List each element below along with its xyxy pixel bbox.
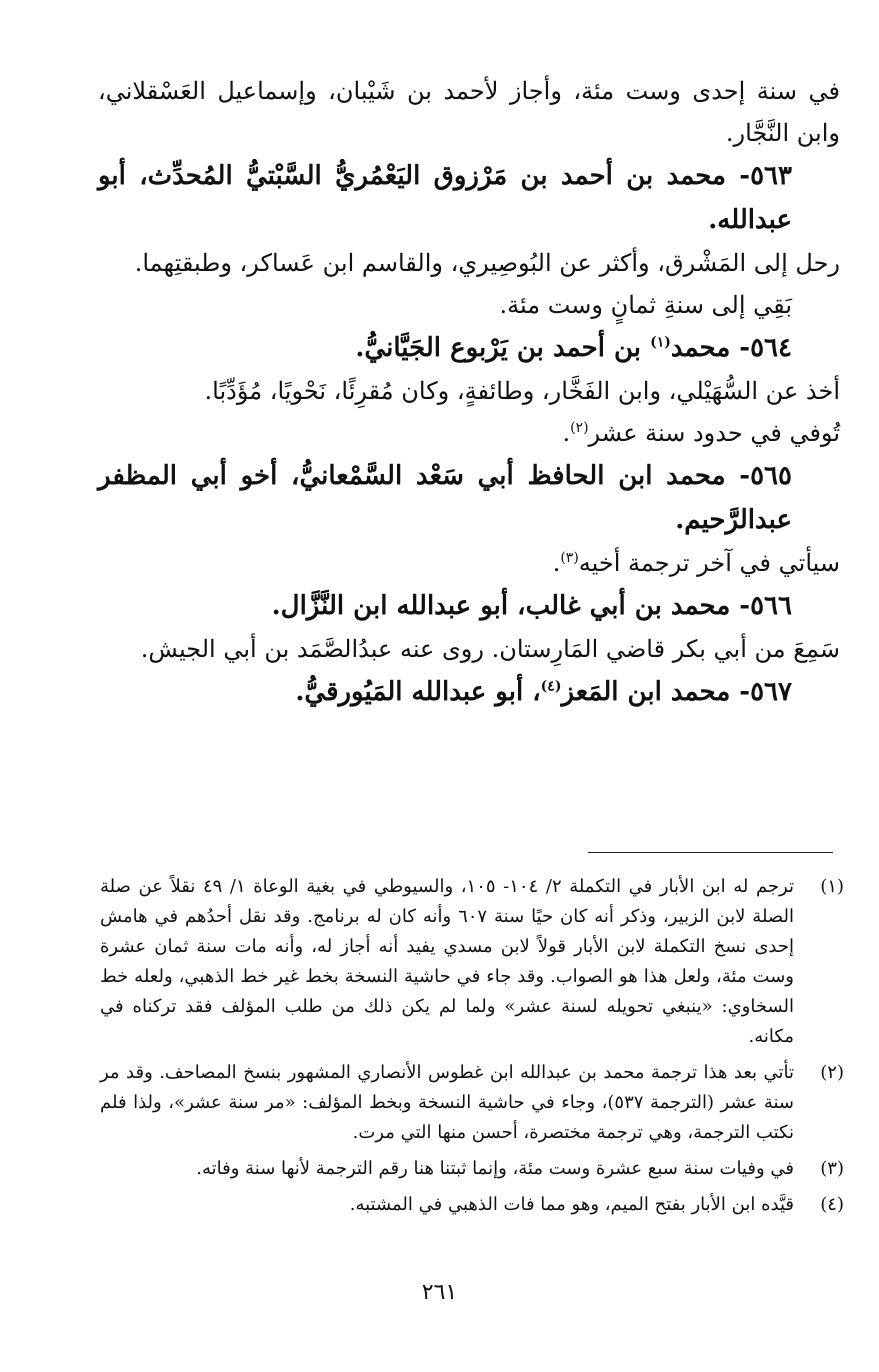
footnote-text: في وفيات سنة سبع عشرة وست مئة، وإنما ثبتنا هنا رقم الترجمة لأنها سنة وفاته. xyxy=(196,1158,794,1179)
entry-563-text: رحل إلى المَشْرق، وأكثر عن البُوصِيري، والقاسم ابن عَساكر، وطبقتِهما. xyxy=(134,249,840,277)
entry-565-text xyxy=(98,542,840,584)
entry-564-heading xyxy=(98,326,840,370)
entry-564-heading-end: بن أحمد بن يَرْبوع الجَيَّانيُّ. xyxy=(355,333,651,363)
entry-563-heading: ٥٦٣- محمد بن أحمد بن مَرْزوق اليَعْمُريُّ السَّبْتيُّ المُحدِّث، أبو عبدالله. xyxy=(98,161,792,235)
footnote-2 xyxy=(100,1058,844,1148)
entry-565-heading: ٥٦٥- محمد ابن الحافظ أبي سَعْد السَّمْعانيُّ، أخو أبي المظفر عبدالرَّحيم. xyxy=(98,461,792,535)
footnote-ref-1: (١) xyxy=(650,334,671,351)
footnote-number: (٤) xyxy=(820,1194,844,1215)
footnote-number: (١) xyxy=(820,876,844,897)
footnote-number: (٢) xyxy=(820,1062,844,1083)
footnote-separator xyxy=(588,852,833,853)
footnote-3 xyxy=(100,1154,844,1184)
entry-566-heading: ٥٦٦- محمد بن أبي غالب، أبو عبدالله ابن النَّزَّال. xyxy=(271,591,792,621)
footnote-ref-4: (٤) xyxy=(540,678,562,695)
entry-564-text-2-end: . xyxy=(562,419,571,447)
paragraph-intro: في سنة إحدى وست مئة، وأجاز لأحمد بن شَيْبان، وإسماعيل العَسْقلاني، وابن النَّجَّار. xyxy=(98,77,840,147)
footnote-ref-3: (٣) xyxy=(560,550,579,566)
footnote-text: قيَّده ابن الأبار بفتح الميم، وهو مما فات الذهبي في المشتبه. xyxy=(349,1194,794,1215)
footnote-1 xyxy=(100,872,844,1052)
entry-567-heading-end: ، أبو عبدالله المَيُورقيُّ. xyxy=(295,677,541,707)
page-number: ٢٦١ xyxy=(421,1280,458,1305)
entry-567-heading-start: ٥٦٧- محمد ابن المَعز xyxy=(561,677,792,707)
entry-564-text-2-start: تُوفي في حدود سنة عشر xyxy=(588,419,840,447)
footnote-text: ترجم له ابن الأبار في التكملة ٢/ ١٠٤- ١٠٥، والسيوطي في بغية الوعاة ١/ ٤٩ نقلاً عن صلة الصلة لابن الزبير، وذكر أنه كان حيًا سنة ٦٠٧ وأنه كان له برنامج. وقد نقل أحدُهم في هامش إحدى نسخ التكملة لابن الأبار قولاً لابن مسدي يفيد أنه أجاز له، وأنه مات سنة ثمان عشرة وست مئة، ولعل هذا هو الصواب. وقد جاء في حاشية النسخة بخط غير خط الذهبي، ولعله خط السخاوي: «ينبغي تحويله لسنة عشر» ولما لم يكن ذلك من طلب المؤلف فقد تركناه في مكانه. xyxy=(100,876,794,1047)
footnote-number: (٣) xyxy=(820,1158,844,1179)
entry-565-text-end: . xyxy=(552,549,561,577)
footnotes xyxy=(100,872,844,1226)
entry-564-heading-start: ٥٦٤- محمد xyxy=(670,333,792,363)
footnote-ref-2: (٢) xyxy=(570,420,589,436)
entry-564-text-2 xyxy=(98,412,840,454)
entry-564-text: أخذ عن السُّهَيْلي، وابن الفَخَّار، وطائفةٍ، وكان مُقرِئًا، نَحْويًا، مُؤَدِّبًا. xyxy=(204,377,840,405)
entry-566-text: سَمِعَ من أبي بكر قاضي المَارِستان. روى عنه عبدُالصَّمَد بن أبي الجيش. xyxy=(140,635,840,663)
footnote-text: تأتي بعد هذا ترجمة محمد بن عبدالله ابن غطوس الأنصاري المشهور بنسخ المصاحف. وقد مر سنة عشر (الترجمة ٥٣٧)، وجاء في حاشية النسخة وبخط المؤلف: «مر سنة عشر»، ولذا فلم نكتب الترجمة، وهي ترجمة مختصرة، أحسن منها التي مرت. xyxy=(100,1062,794,1143)
entry-565-text-start: سيأتي في آخر ترجمة أخيه xyxy=(578,549,840,577)
footnote-4 xyxy=(100,1190,844,1220)
entry-567-heading xyxy=(98,670,840,714)
entry-563-text-2: بَقِي إلى سنةِ ثمانٍ وست مئة. xyxy=(499,291,792,319)
main-text xyxy=(98,70,840,714)
